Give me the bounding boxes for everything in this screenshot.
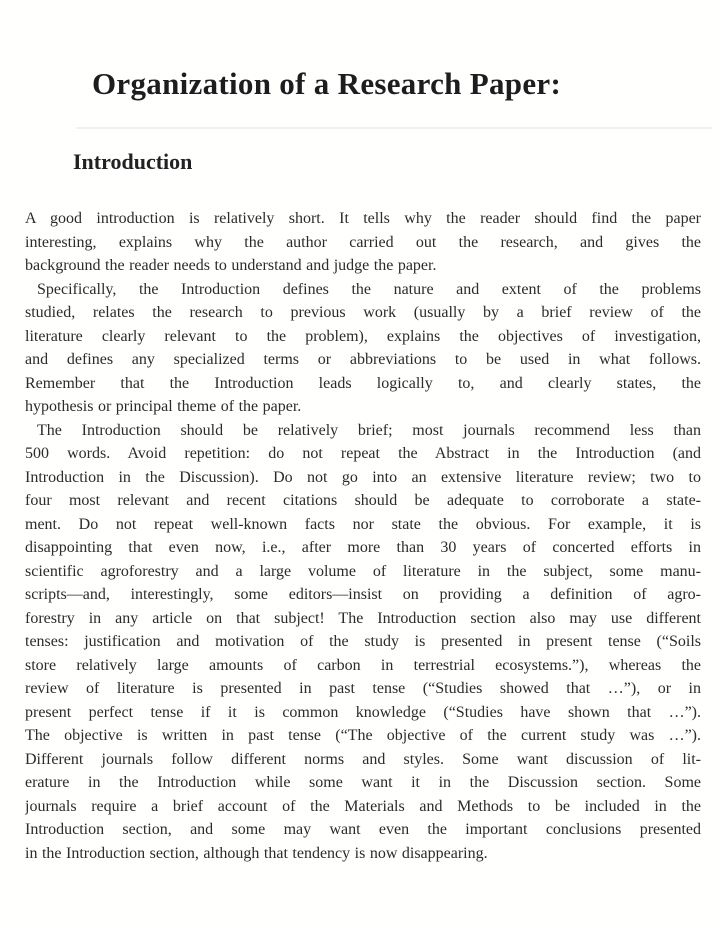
section-heading: Introduction (73, 149, 193, 174)
text-line: review of literature is presented in past tense (“Studies showed that …”), or in (25, 680, 701, 697)
text-line: The objective is written in past tense (“The objective of the current study was …”). (25, 727, 701, 744)
paragraph (25, 207, 701, 278)
body-text (25, 207, 701, 865)
text-line: disappointing that even now, i.e., after more than 30 years of concerted efforts in (25, 539, 701, 556)
text-line: A good introduction is relatively short. It tells why the reader should find the paper (25, 210, 701, 227)
paragraph (25, 419, 701, 866)
text-line: tenses: justification and motivation of the study is presented in present tense (“Soils (25, 633, 701, 650)
text-line: journals require a brief account of the Materials and Methods to be included in the (25, 797, 701, 815)
text-line: 500 words. Avoid repetition: do not repeat the Abstract in the Introduction (and (25, 445, 701, 462)
text-line: background the reader needs to understand and judge the paper. (25, 257, 437, 274)
text-line: Introduction in the Discussion). Do not go into an extensive literature review; two to (25, 468, 701, 486)
text-line: literature clearly relevant to the problem), explains the objectives of investigation, (25, 327, 701, 345)
title-divider (76, 127, 712, 129)
text-line: in the Introduction section, although that tendency is now disappearing. (25, 844, 488, 862)
text-line: interesting, explains why the author carried out the research, and gives the (25, 233, 701, 251)
text-line: four most relevant and recent citations should be adequate to corroborate a state- (25, 492, 701, 509)
text-line: present perfect tense if it is common knowledge (“Studies have shown that …”). (25, 703, 701, 721)
text-line: and defines any specialized terms or abbreviations to be used in what follows. (25, 351, 701, 368)
page-title: Organization of a Research Paper: (92, 66, 562, 101)
text-line: The Introduction should be relatively brief; most journals recommend less than (37, 421, 701, 439)
text-line: forestry in any article on that subject! The Introduction section also may use different (25, 609, 701, 627)
text-line: erature in the Introduction while some want it in the Discussion section. Some (25, 774, 701, 791)
text-line: Introduction section, and some may want even the important conclusions presented (25, 821, 701, 838)
text-line: store relatively large amounts of carbon in terrestrial ecosystems.”), whereas the (25, 656, 701, 674)
text-line: ment. Do not repeat well-known facts nor state the obvious. For example, it is (25, 515, 701, 533)
text-line: Specifically, the Introduction defines the nature and extent of the problems (37, 280, 701, 298)
text-line: studied, relates the research to previous work (usually by a brief review of the (25, 304, 701, 321)
paragraph (25, 278, 701, 419)
text-line: scientific agroforestry and a large volume of literature in the subject, some manu- (25, 562, 701, 580)
text-line: Different journals follow different norms and styles. Some want discussion of lit- (25, 750, 701, 768)
text-line: scripts—and, interestingly, some editors—insist on providing a definition of agro- (25, 586, 701, 603)
text-line: hypothesis or principal theme of the paper. (25, 398, 302, 415)
text-line: Remember that the Introduction leads logically to, and clearly states, the (25, 374, 701, 392)
